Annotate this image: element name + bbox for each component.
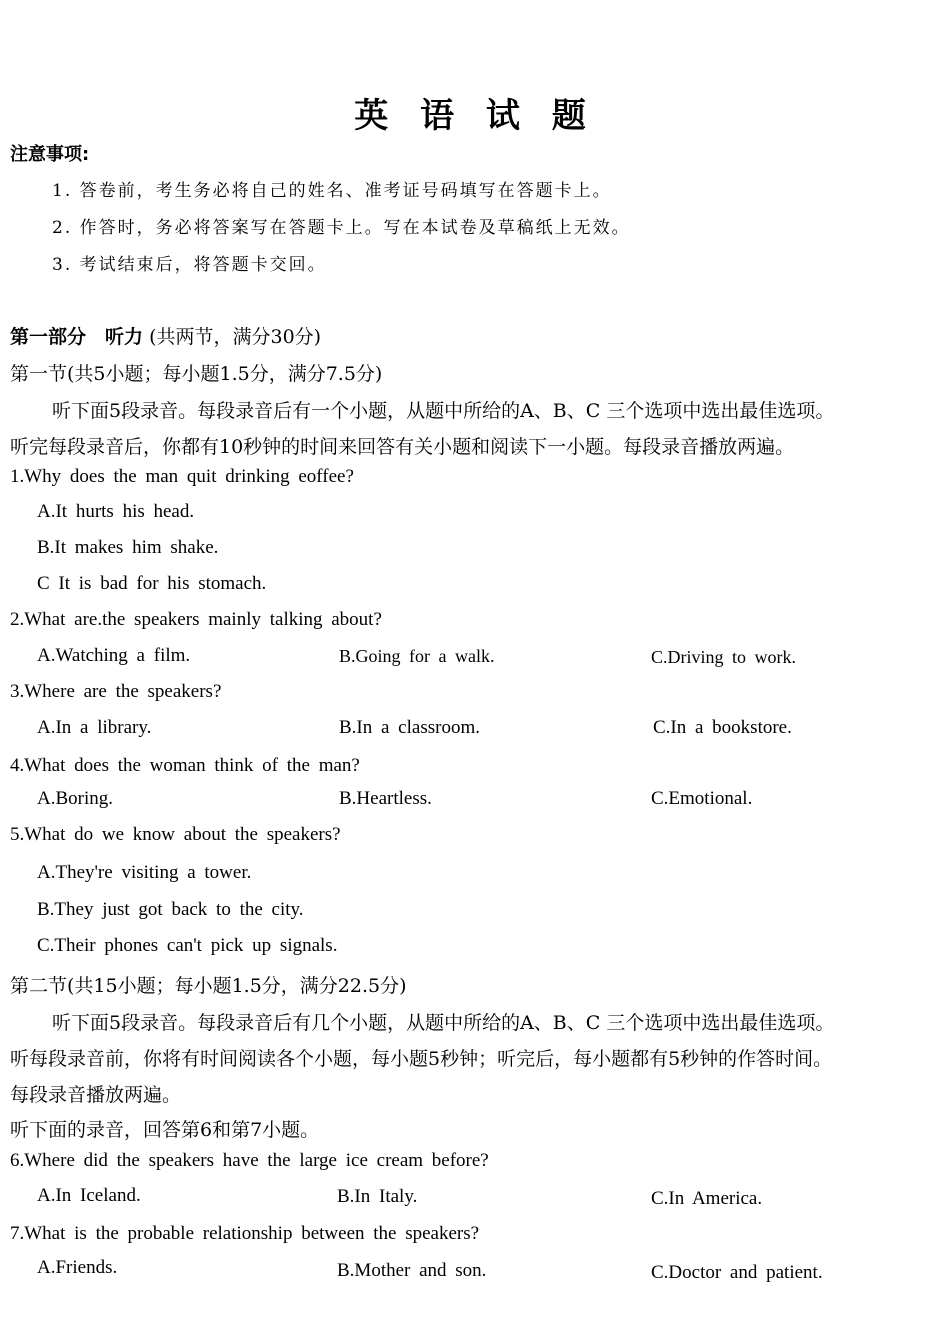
section2-heading: 第二节(共15小题；每小题1.5分，满分22.5分) [10,975,407,997]
part1-heading-rest: (共两节，满分30分) [149,326,322,348]
section1-instruction-1: 听下面5段录音。每段录音后有一个小题，从题中所给的A、B、C 三个选项中选出最佳选项。 [52,400,835,422]
notice-heading: 注意事项: [10,144,90,165]
q4-option-b: B.Heartless. [339,788,432,809]
q2-option-c: C.Driving to work. [651,647,796,667]
q3-option-c: C.In a bookstore. [653,717,792,738]
q6-stem: 6.Where did the speakers have the large ice cream before? [10,1150,489,1171]
q5-option-c: C.Their phones can't pick up signals. [37,935,338,956]
part1-heading-bold: 第一部分 听力 [10,326,144,348]
q5-option-a: A.They're visiting a tower. [37,862,252,883]
q4-option-a: A.Boring. [37,788,113,809]
q5-option-b: B.They just got back to the city. [37,899,304,920]
q4-stem: 4.What does the woman think of the man? [10,755,360,776]
q1-stem: 1.Why does the man quit drinking eoffee? [10,466,354,487]
section2-instruction-2: 听每段录音前，你将有时间阅读各个小题，每小题5秒钟；听完后，每小题都有5秒钟的作答时间。 [10,1048,833,1070]
q2-option-b: B.Going for a walk. [339,646,495,666]
section2-instruction-3: 每段录音播放两遍。 [10,1084,182,1106]
q6-option-c: C.In America. [651,1188,763,1209]
q7-option-b: B.Mother and son. [337,1260,487,1281]
q6-option-b: B.In Italy. [337,1186,418,1207]
q5-stem: 5.What do we know about the speakers? [10,824,341,845]
q2-option-a: A.Watching a film. [37,645,191,666]
q7-stem: 7.What is the probable relationship between the speakers? [10,1223,480,1244]
section2-instruction-1: 听下面5段录音。每段录音后有几个小题，从题中所给的A、B、C 三个选项中选出最佳选项。 [52,1012,835,1034]
section1-instruction-2: 听完每段录音后，你都有10秒钟的时间来回答有关小题和阅读下一小题。每段录音播放两遍。 [10,436,795,458]
q2-stem: 2.What are.the speakers mainly talking about? [10,609,382,630]
section1-heading: 第一节(共5小题；每小题1.5分，满分7.5分) [10,363,383,385]
q6-option-a: A.In Iceland. [37,1185,141,1206]
q4-option-c: C.Emotional. [651,788,753,809]
q1-option-a: A.It hurts his head. [37,501,195,522]
notice-item-1: 1. 答卷前，考生务必将自己的姓名、准考证号码填写在答题卡上。 [52,181,612,201]
q1-option-c: C It is bad for his stomach. [37,573,267,594]
q3-option-a: A.In a library. [37,717,152,738]
part1-heading [10,322,321,349]
section2-subheading-1: 听下面的录音，回答第6和第7小题。 [10,1119,320,1141]
q7-option-a: A.Friends. [37,1257,118,1278]
q3-option-b: B.In a classroom. [339,717,480,738]
q3-stem: 3.Where are the speakers? [10,681,222,702]
notice-item-2: 2. 作答时，务必将答案写在答题卡上。写在本试卷及草稿纸上无效。 [52,218,631,238]
page-title: 英 语 试 题 [354,96,596,136]
q1-option-b: B.It makes him shake. [37,537,219,558]
q7-option-c: C.Doctor and patient. [651,1262,823,1283]
notice-item-3: 3. 考试结束后，将答题卡交回。 [52,255,327,275]
